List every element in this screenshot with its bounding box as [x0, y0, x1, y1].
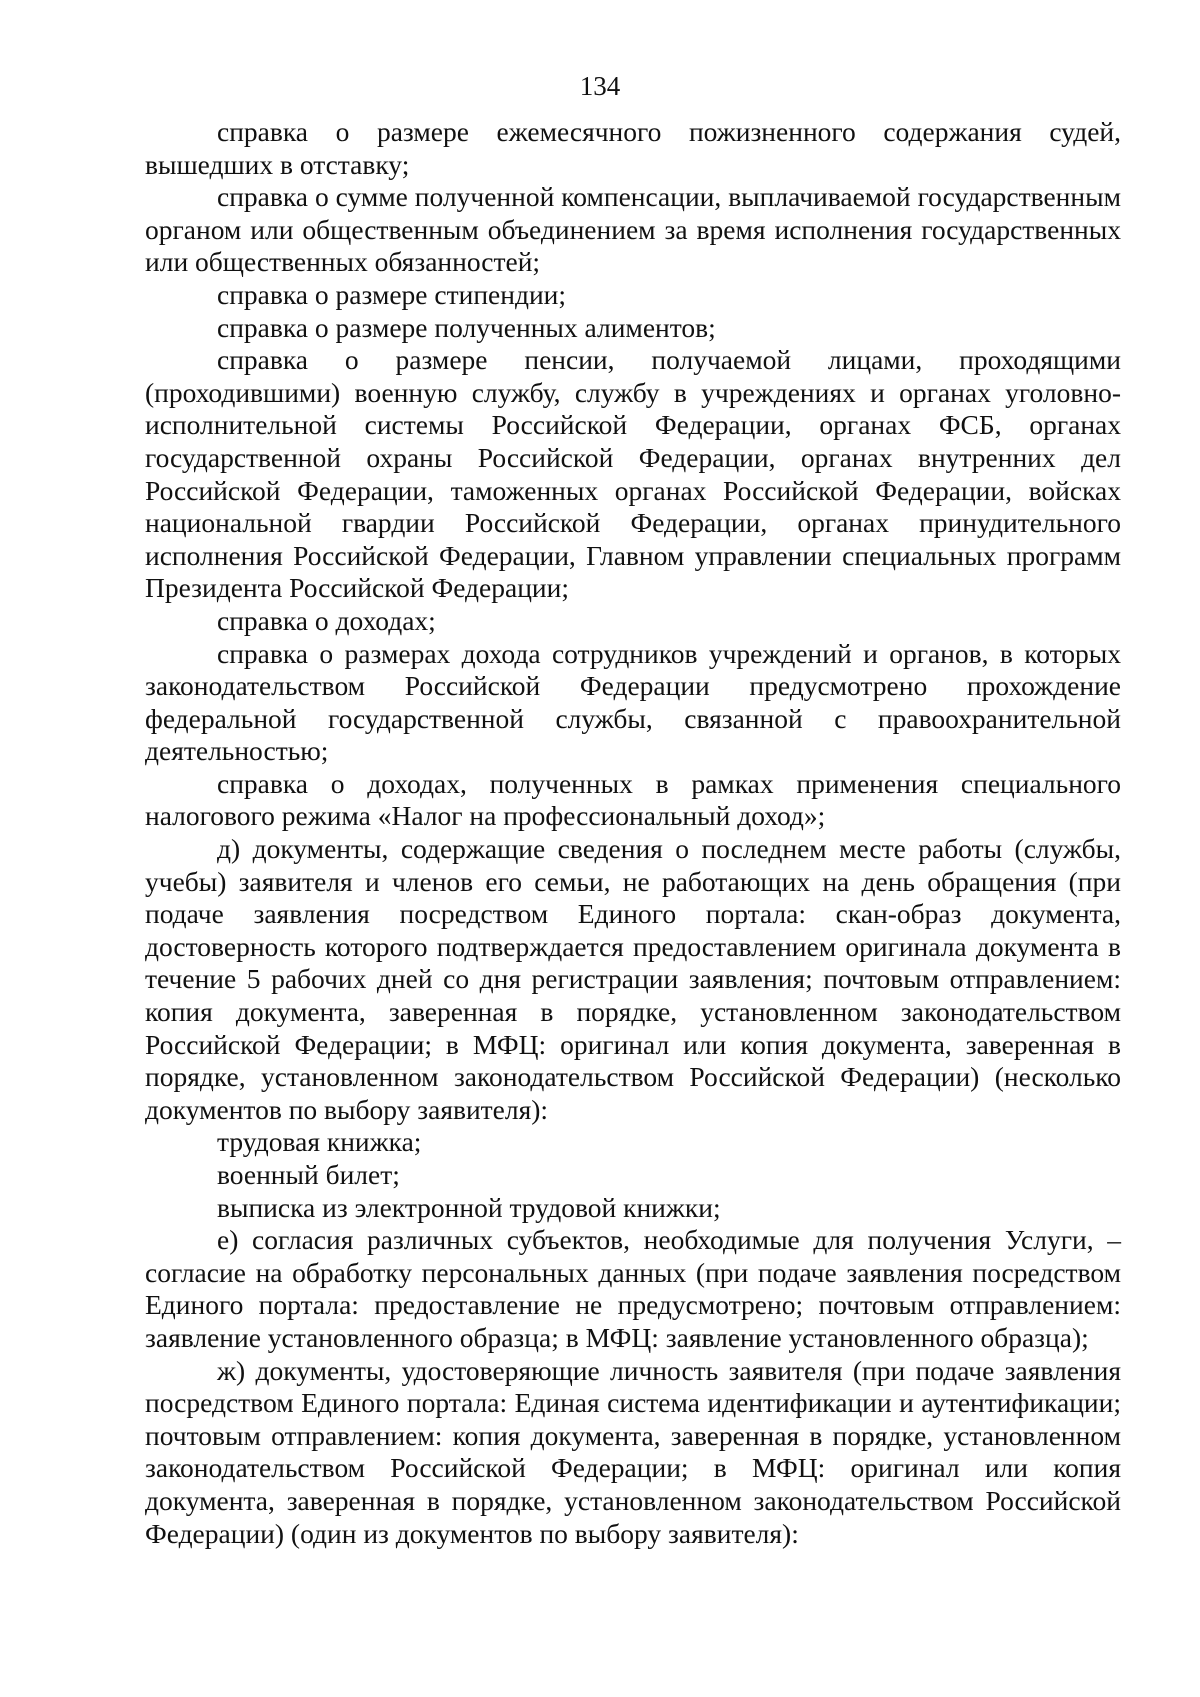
paragraph: справка о размере ежемесячного пожизненного содержания судей, вышедших в отставку; [145, 116, 1121, 180]
paragraph: е) согласия различных субъектов, необходимые для получения Услуги, – согласие на обработку персональных данных (при подаче заявления посредством Единого портала: предоставление не предусмотрено; почтовым отправлением: заявление установленного образца; в МФЦ: заявление установленного образца); [145, 1224, 1121, 1353]
paragraph: выписка из электронной трудовой книжки; [217, 1191, 721, 1223]
paragraph: справка о доходах; [217, 604, 436, 636]
paragraph: военный билет; [217, 1159, 400, 1190]
page-number: 134 [579, 71, 621, 101]
paragraph: д) документы, содержащие сведения о последнем месте работы (службы, учебы) заявителя и членов его семьи, не работающих на день обращения (при подаче заявления посредством Единого портала: скан-образ документа, достоверность которого подтверждается предоставлением оригинала документа в течение 5 рабочих дней со дня регистрации заявления; почтовым отправлением: копия документа, заверенная в порядке, установленном законодательством Российской Федерации; в МФЦ: оригинал или копия документа, заверенная в порядке, установленном законодательством Российской Федерации) (несколько документов по выбору заявителя): [145, 833, 1121, 1125]
paragraph: справка о размере пенсии, получаемой лицами, проходящими (проходившими) военную службу, службу в учреждениях и органах уголовно-исполнительной системы Российской Федерации, органах ФСБ, органах государственной охраны Российской Федерации, органах внутренних дел Российской Федерации, таможенных органах Российской Федерации, войсках национальной гвардии Российской Федерации, органах принудительного исполнения Российской Федерации, Главном управлении специальных программ Президента Российской Федерации; [145, 344, 1121, 604]
document-body [145, 116, 1121, 1550]
paragraph: ж) документы, удостоверяющие личность заявителя (при подаче заявления посредством Единого портала: Единая система идентификации и аутентификации; почтовым отправлением: копия документа, заверенная в порядке, установленном законодательством Российской Федерации; в МФЦ: оригинал или копия документа, заверенная в порядке, установленном законодательством Российской Федерации) (один из документов по выбору заявителя): [145, 1354, 1121, 1549]
paragraph: справка о доходах, полученных в рамках применения специального налогового режима «Налог на профессиональный доход»; [145, 767, 1121, 832]
paragraph: справка о сумме полученной компенсации, выплачиваемой государственным органом или общественным объединением за время исполнения государственных или общественных обязанностей; [145, 181, 1121, 278]
paragraph: справка о размере стипендии; [217, 278, 567, 310]
paragraph: трудовая книжка; [217, 1126, 422, 1158]
paragraph: справка о размере полученных алиментов; [217, 311, 716, 343]
paragraph: справка о размерах дохода сотрудников учреждений и органов, в которых законодательством Российской Федерации предусмотрено прохождение федеральной государственной службы, связанной с правоохранительной деятельностью; [145, 637, 1121, 767]
